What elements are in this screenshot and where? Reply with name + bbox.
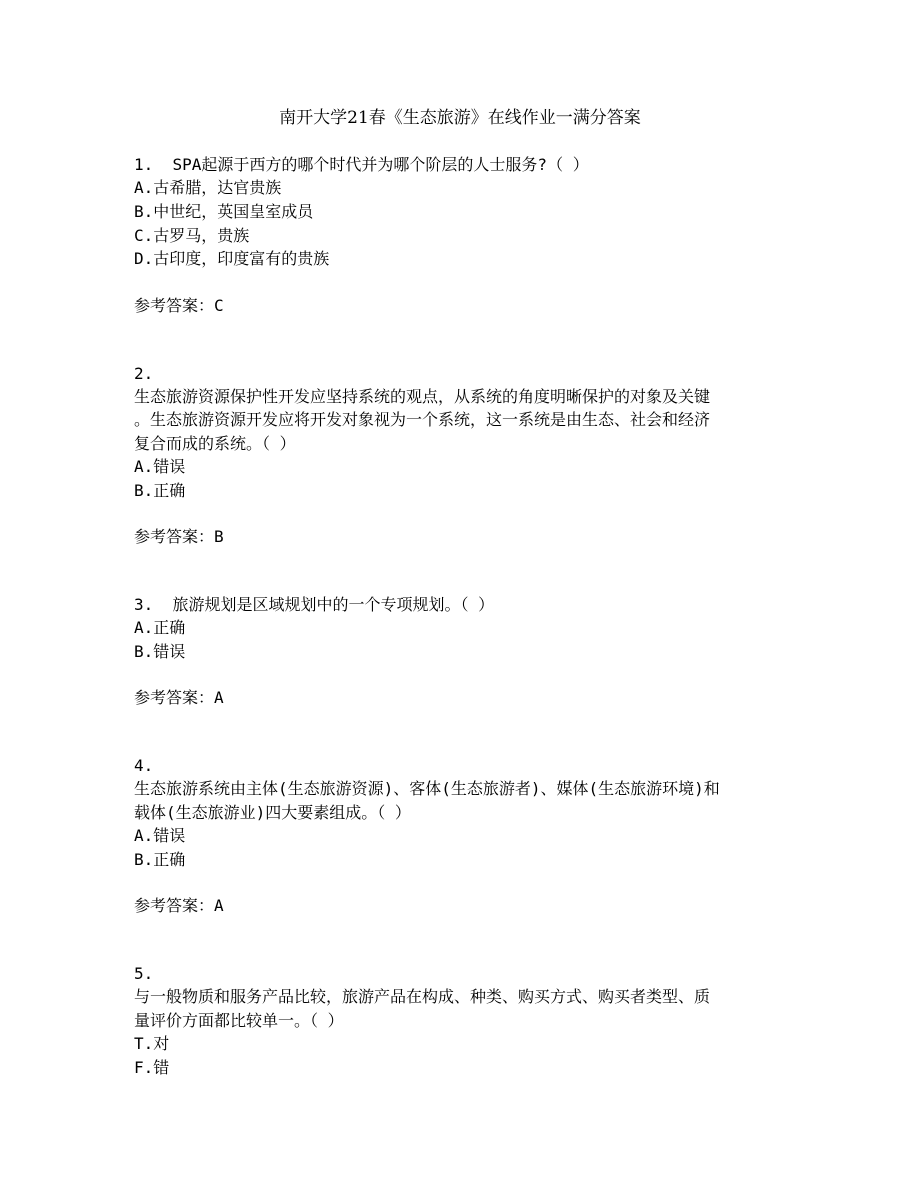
- question-number: 4.: [134, 756, 154, 775]
- question-stem-line: 复合而成的系统。（ ）: [134, 434, 296, 453]
- option: A.古希腊，达官贵族: [134, 178, 282, 197]
- answer-label: 参考答案：: [134, 896, 215, 915]
- question-stem-line: 与一般物质和服务产品比较，旅游产品在构成、种类、购买方式、购买者类型、质: [134, 987, 711, 1006]
- answer-value: A: [214, 688, 224, 707]
- option: B.正确: [134, 481, 186, 500]
- question-number: 1.: [134, 155, 154, 174]
- option: T.对: [134, 1034, 170, 1053]
- question-stem-line: 载体(生态旅游业)四大要素组成。（ ）: [134, 803, 411, 822]
- question-stem: SPA起源于西方的哪个时代并为哪个阶层的人士服务?（ ）: [172, 155, 589, 174]
- question-number: 3.: [134, 595, 154, 614]
- answer-label: 参考答案：: [134, 688, 215, 707]
- question-stem-line: 。生态旅游资源开发应将开发对象视为一个系统，这一系统是由生态、社会和经济: [134, 410, 711, 429]
- option: A.错误: [134, 457, 186, 476]
- question-number: 5.: [134, 964, 154, 983]
- question-stem-line: 生态旅游系统由主体(生态旅游资源)、客体(生态旅游者)、媒体(生态旅游环境)和: [134, 779, 720, 798]
- option: F.错: [134, 1058, 170, 1077]
- question-1-header: [134, 153, 589, 177]
- option: B.正确: [134, 850, 186, 869]
- option: C.古罗马，贵族: [134, 226, 250, 245]
- question-3-header: [134, 593, 494, 617]
- answer-line: [134, 525, 224, 549]
- question-stem: 旅游规划是区域规划中的一个专项规划。（ ）: [172, 595, 495, 614]
- answer-value: A: [214, 896, 224, 915]
- option: B.中世纪，英国皇室成员: [134, 202, 314, 221]
- answer-line: [134, 294, 224, 318]
- answer-label: 参考答案：: [134, 527, 215, 546]
- question-stem-line: 量评价方面都比较单一。（ ）: [134, 1011, 344, 1030]
- option: A.正确: [134, 618, 186, 637]
- answer-value: B: [214, 527, 224, 546]
- document-title: 南开大学21春《生态旅游》在线作业一满分答案: [279, 108, 641, 128]
- option: D.古印度，印度富有的贵族: [134, 249, 330, 268]
- question-number: 2.: [134, 364, 154, 383]
- answer-label: 参考答案：: [134, 296, 215, 315]
- option: A.错误: [134, 826, 186, 845]
- question-stem-line: 生态旅游资源保护性开发应坚持系统的观点，从系统的角度明晰保护的对象及关键: [134, 387, 711, 406]
- answer-line: [134, 686, 224, 710]
- answer-value: C: [214, 296, 224, 315]
- option: B.错误: [134, 642, 186, 661]
- answer-line: [134, 894, 224, 918]
